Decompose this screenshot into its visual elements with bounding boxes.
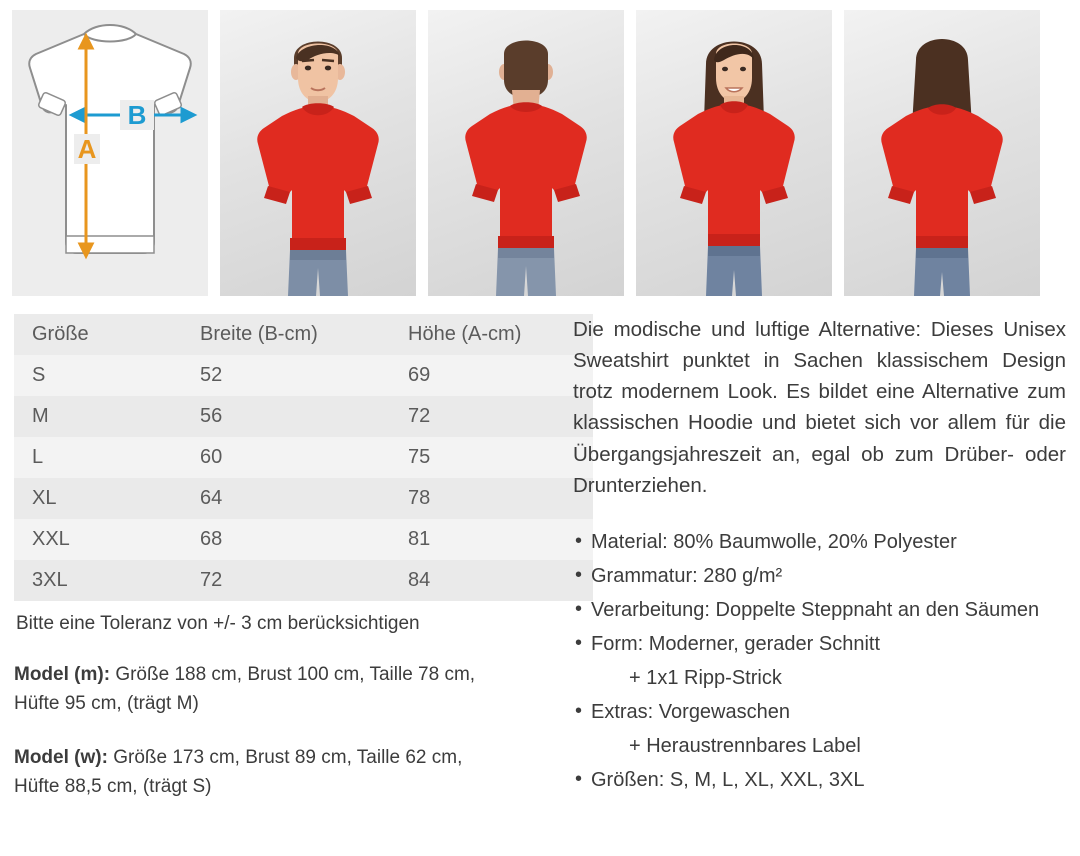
- table-row: [14, 396, 593, 437]
- list-item: • Extras: Vorgewaschen: [573, 697, 1066, 728]
- cell-width: 56: [200, 405, 223, 427]
- model-male-label: Model (m):: [14, 664, 111, 685]
- size-table: [14, 314, 593, 601]
- model-female-back-image[interactable]: [844, 10, 1040, 296]
- model-female-label: Model (w):: [14, 747, 108, 768]
- tolerance-note: Bitte eine Toleranz von +/- 3 cm berücksichtigen: [16, 613, 420, 634]
- list-item-sub: + Heraustrennbares Label: [629, 734, 861, 757]
- cell-width: 68: [200, 528, 223, 550]
- product-image-strip: [0, 0, 1080, 296]
- feature-list: [573, 527, 1066, 796]
- cell-width: 52: [200, 364, 223, 386]
- table-row: [14, 437, 593, 478]
- cell-height: 84: [408, 569, 431, 591]
- model-female-front-image[interactable]: [636, 10, 832, 296]
- model-female-line2: Hüfte 88,5 cm, (trägt S): [14, 775, 212, 797]
- size-info-column: [14, 314, 559, 820]
- header-width: Breite (B-cm): [200, 323, 318, 345]
- cell-height: 81: [408, 528, 431, 550]
- model-female-info: [14, 744, 559, 801]
- size-schematic-image[interactable]: [12, 10, 208, 296]
- cell-size: L: [32, 446, 44, 468]
- cell-width: 64: [200, 487, 223, 509]
- list-item: • Größen: S, M, L, XL, XXL, 3XL: [573, 765, 1066, 796]
- table-row: [14, 478, 593, 519]
- table-header-row: [14, 314, 593, 355]
- cell-height: 72: [408, 405, 431, 427]
- cell-size: 3XL: [32, 569, 68, 591]
- list-item: • Material: 80% Baumwolle, 20% Polyester: [573, 527, 1066, 558]
- model-female-line1: Größe 173 cm, Brust 89 cm, Taille 62 cm,: [113, 747, 463, 768]
- list-item-sub: + 1x1 Ripp-Strick: [629, 666, 782, 689]
- list-item: • Form: Moderner, gerader Schnitt: [573, 629, 1066, 660]
- size-table-body: [14, 355, 593, 601]
- table-row: [14, 355, 593, 396]
- model-male-line2: Hüfte 95 cm, (trägt M): [14, 692, 199, 714]
- cell-size: XL: [32, 487, 57, 509]
- model-male-line1: Größe 188 cm, Brust 100 cm, Taille 78 cm,: [115, 664, 476, 685]
- table-row: [14, 560, 593, 601]
- cell-size: S: [32, 364, 46, 386]
- header-size: Größe: [32, 323, 89, 345]
- cell-height: 69: [408, 364, 431, 386]
- table-row: [14, 519, 593, 560]
- size-table-header: [14, 314, 593, 355]
- cell-size: M: [32, 405, 49, 427]
- cell-size: XXL: [32, 528, 70, 550]
- model-male-front-image[interactable]: [220, 10, 416, 296]
- cell-width: 72: [200, 569, 223, 591]
- cell-width: 60: [200, 446, 223, 468]
- list-item: • Grammatur: 280 g/m²: [573, 561, 1066, 592]
- cell-height: 78: [408, 487, 431, 509]
- svg-text:B: B: [127, 100, 147, 130]
- list-item: • Verarbeitung: Doppelte Steppnaht an den Säumen: [573, 595, 1066, 626]
- product-description: Die modische und luftige Alternative: Dieses Unisex Sweatshirt punktet in Sachen klassischem Design trotz modernem Look. Es bildet eine Alternative zum klassischen Hoodie und bietet sich vor allem für die Übergangsjahreszeit an, egal ob zum Drüber- oder Drunterziehen.: [573, 318, 1066, 497]
- header-height: Höhe (A-cm): [408, 323, 522, 345]
- description-column: [559, 314, 1066, 820]
- model-male-back-image[interactable]: [428, 10, 624, 296]
- product-details: [0, 296, 1080, 820]
- svg-text:A: A: [77, 134, 97, 164]
- cell-height: 75: [408, 446, 431, 468]
- model-male-info: [14, 661, 559, 718]
